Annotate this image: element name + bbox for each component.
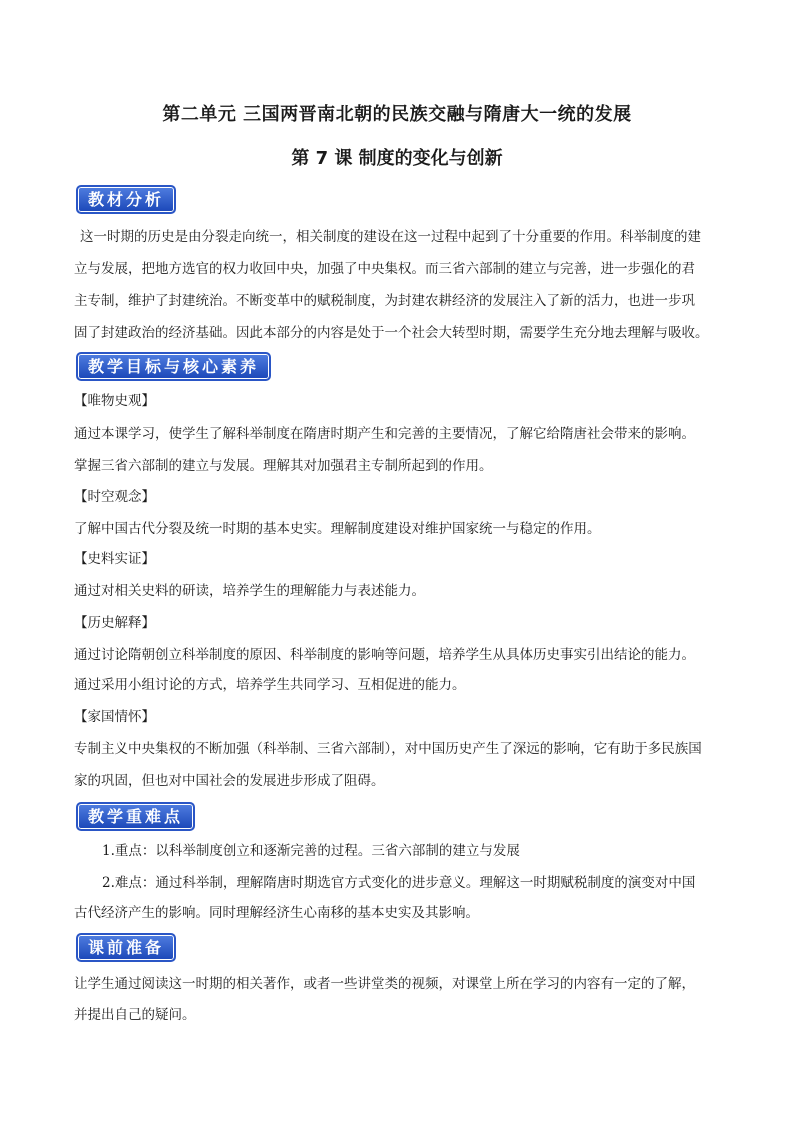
analysis-line: 主专制，维护了封建统治。不断变革中的赋税制度，为封建农耕经济的发展注入了新的活力，也进一步巩 — [74, 293, 695, 309]
analysis-line: 立与发展，把地方选官的权力收回中央，加强了中央集权。而三省六部制的建立与完善，进一步强化的君 — [74, 261, 695, 277]
goal-line: 家的巩固，但也对中国社会的发展进步形成了阻碍。 — [74, 773, 385, 789]
analysis-line: 固了封建政治的经济基础。因此本部分的内容是处于一个社会大转型时期，需要学生充分地去理解与吸收。 — [74, 325, 709, 341]
key-point-line: 2.难点：通过科举制，理解隋唐时期选官方式变化的进步意义。理解这一时期赋税制度的演变对中国 — [102, 875, 696, 891]
goal-tag-materialism: 【唯物史观】 — [74, 393, 155, 409]
key-point-line: 古代经济产生的影响。同时理解经济生心南移的基本史实及其影响。 — [74, 905, 479, 921]
prep-line: 让学生通过阅读这一时期的相关著作，或者一些讲堂类的视频，对课堂上所在学习的内容有一定的了解， — [74, 976, 695, 992]
key-point-line: 1.重点：以科举制度创立和逐渐完善的过程。三省六部制的建立与发展 — [102, 843, 520, 859]
goal-line: 了解中国古代分裂及统一时期的基本史实。理解制度建设对维护国家统一与稳定的作用。 — [74, 521, 601, 537]
goal-line: 专制主义中央集权的不断加强（科举制、三省六部制），对中国历史产生了深远的影响，它有助于多民族国 — [74, 741, 702, 757]
section-heading-goals: 教学目标与核心素养 — [76, 352, 271, 381]
section-heading-key-points: 教学重难点 — [76, 802, 195, 831]
goal-line: 掌握三省六部制的建立与发展。理解其对加强君主专制所起到的作用。 — [74, 458, 493, 474]
section-heading-prep: 课前准备 — [76, 933, 176, 962]
goal-tag-patriotism: 【家国情怀】 — [74, 709, 155, 725]
goal-tag-space-time: 【时空观念】 — [74, 489, 155, 505]
goal-tag-evidence: 【史料实证】 — [74, 551, 155, 567]
goal-line: 通过本课学习，使学生了解科举制度在隋唐时期产生和完善的主要情况，了解它给隋唐社会带来的影响。 — [74, 426, 695, 442]
lesson-title: 第 7 课 制度的变化与创新 — [291, 148, 503, 169]
goal-line: 通过讨论隋朝创立科举制度的原因、科举制度的影响等问题，培养学生从具体历史事实引出结论的能力。 — [74, 647, 695, 663]
prep-line: 并提出自己的疑问。 — [74, 1007, 196, 1023]
goal-line: 通过采用小组讨论的方式，培养学生共同学习、互相促进的能力。 — [74, 677, 466, 693]
analysis-line: 这一时期的历史是由分裂走向统一，相关制度的建设在这一过程中起到了十分重要的作用。科举制度的建 — [80, 229, 701, 245]
unit-title: 第二单元 三国两晋南北朝的民族交融与隋唐大一统的发展 — [162, 104, 632, 125]
goal-tag-interpretation: 【历史解释】 — [74, 615, 155, 631]
goal-line: 通过对相关史料的研读，培养学生的理解能力与表述能力。 — [74, 583, 425, 599]
section-heading-analysis: 教材分析 — [76, 185, 176, 214]
